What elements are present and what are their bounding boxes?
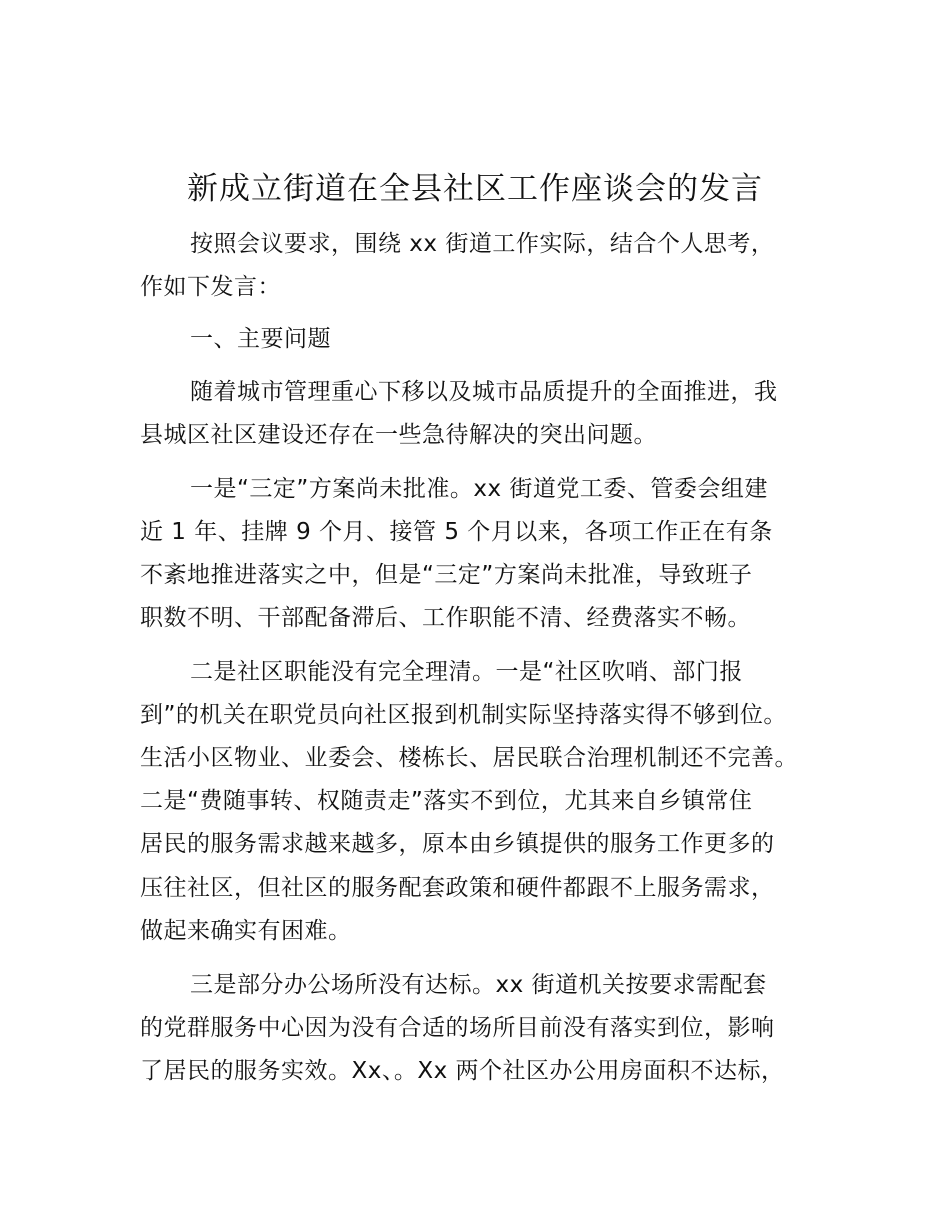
paragraph-line: 压往社区，但社区的服务配套政策和硬件都跟不上服务需求， xyxy=(140,875,775,901)
paragraph-line: 随着城市管理重心下移以及城市品质提升的全面推进，我 xyxy=(190,379,778,405)
paragraph-line: 生活小区物业、业委会、楼栋长、居民联合治理机制还不完善。 xyxy=(140,745,798,771)
section-heading: 一、主要问题 xyxy=(190,326,331,352)
paragraph-line: 居民的服务需求越来越多，原本由乡镇提供的服务工作更多的 xyxy=(140,831,775,857)
paragraph-line: 到”的机关在职党员向社区报到机制实际坚持落实得不够到位。 xyxy=(140,702,787,728)
paragraph-line: 按照会议要求，围绕 xx 街道工作实际，结合个人思考， xyxy=(190,231,775,257)
document-title: 新成立街道在全县社区工作座谈会的发言 xyxy=(187,171,763,207)
paragraph-line: 职数不明、干部配备滞后、工作职能不清、经费落实不畅。 xyxy=(140,605,751,631)
paragraph-line: 三是部分办公场所没有达标。xx 街道机关按要求需配套 xyxy=(190,972,767,998)
paragraph-line: 不紊地推进落实之中，但是“三定”方案尚未批准，导致班子 xyxy=(140,562,753,588)
paragraph-line: 二是社区职能没有完全理清。一是“社区吹哨、部门报 xyxy=(190,659,743,685)
paragraph-line: 做起来确实有困难。 xyxy=(140,918,352,944)
paragraph-line: 近 1 年、挂牌 9 个月、接管 5 个月以来，各项工作正在有条 xyxy=(140,519,773,545)
paragraph-line: 的党群服务中心因为没有合适的场所目前没有落实到位，影响 xyxy=(140,1015,775,1041)
paragraph-line: 二是“费随事转、权随责走”落实不到位，尤其来自乡镇常住 xyxy=(140,788,753,814)
paragraph-line: 一是“三定”方案尚未批准。xx 街道党工委、管委会组建 xyxy=(190,476,768,502)
paragraph-line: 县城区社区建设还存在一些急待解决的突出问题。 xyxy=(140,422,657,448)
paragraph-line: 了居民的服务实效。Xx、。Xx 两个社区办公用房面积不达标， xyxy=(140,1058,785,1084)
paragraph-line: 作如下发言： xyxy=(140,274,281,300)
